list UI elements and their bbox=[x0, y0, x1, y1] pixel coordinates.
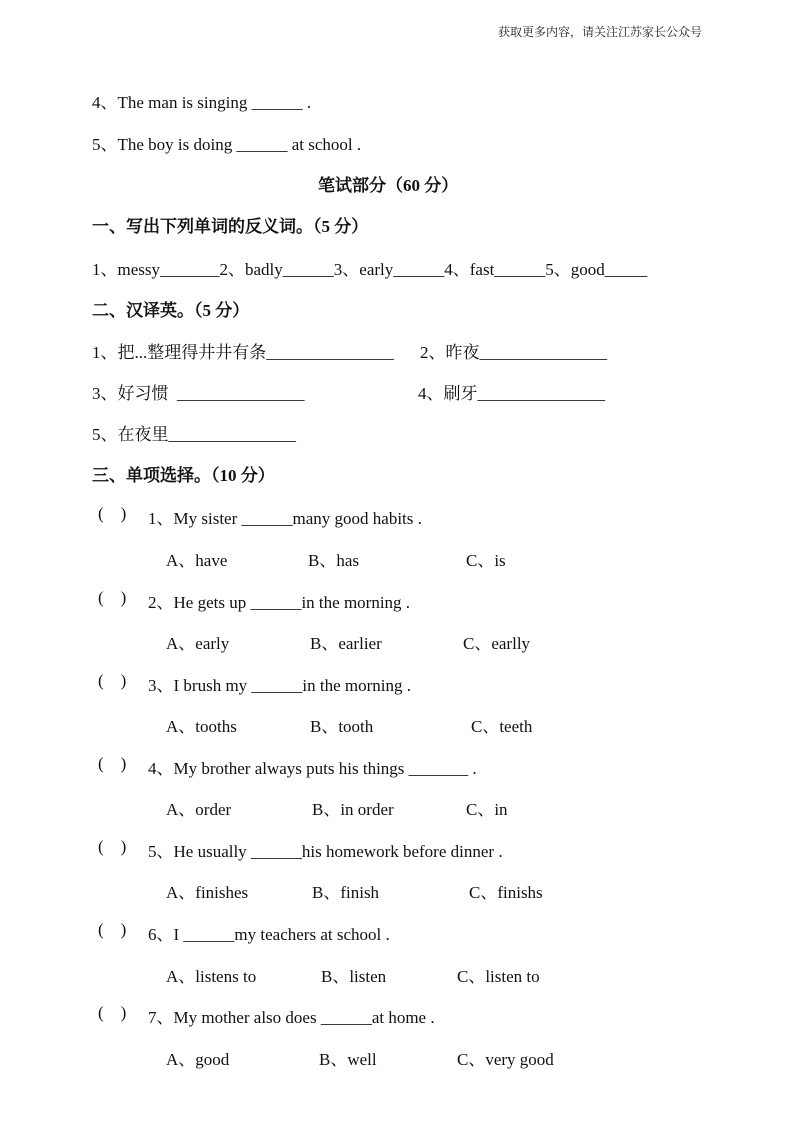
question-stem: 3、I brush my ______in the morning . bbox=[148, 676, 412, 695]
option-b: B、listen bbox=[321, 967, 387, 986]
answer-paren: ( ) bbox=[98, 1003, 127, 1022]
option-a: A、finishes bbox=[166, 883, 249, 902]
header-note: 获取更多内容，请关注江苏家长公众号 bbox=[498, 25, 703, 39]
option-c: C、earlly bbox=[463, 634, 531, 653]
option-c: C、very good bbox=[457, 1050, 554, 1069]
option-a: A、have bbox=[166, 551, 228, 570]
answer-paren: ( ) bbox=[98, 837, 127, 856]
section2-title: 二、汉译英。（5 分） bbox=[92, 301, 250, 320]
option-a: A、tooths bbox=[166, 717, 237, 736]
question-stem: 1、My sister ______many good habits . bbox=[148, 509, 422, 528]
listening-item-5: 5、The boy is doing ______ at school . bbox=[92, 135, 362, 154]
answer-paren: ( ) bbox=[98, 588, 127, 607]
option-b: B、tooth bbox=[310, 717, 374, 736]
option-c: C、is bbox=[466, 551, 506, 570]
option-a: A、order bbox=[166, 800, 232, 819]
translate-item-2: 2、昨夜_______________ bbox=[420, 343, 607, 362]
answer-paren: ( ) bbox=[98, 754, 127, 773]
option-a: A、listens to bbox=[166, 967, 257, 986]
question-stem: 6、I ______my teachers at school . bbox=[148, 925, 390, 944]
answer-paren: ( ) bbox=[98, 504, 127, 523]
translate-item-4: 4、刷牙_______________ bbox=[418, 384, 605, 403]
option-b: B、well bbox=[319, 1050, 377, 1069]
option-b: B、has bbox=[308, 551, 359, 570]
listening-item-4: 4、The man is singing ______ . bbox=[92, 93, 312, 112]
written-part-title: 笔试部分（60 分） bbox=[318, 176, 459, 195]
answer-paren: ( ) bbox=[98, 671, 127, 690]
option-b: B、finish bbox=[312, 883, 380, 902]
section3-title: 三、单项选择。（10 分） bbox=[92, 466, 275, 485]
section1-title: 一、写出下列单词的反义词。（5 分） bbox=[92, 217, 369, 236]
option-c: C、finishs bbox=[469, 883, 543, 902]
question-stem: 5、He usually ______his homework before dinner . bbox=[148, 842, 503, 861]
option-a: A、good bbox=[166, 1050, 230, 1069]
question-stem: 7、My mother also does ______at home . bbox=[148, 1008, 435, 1027]
translate-item-3: 3、好习惯 _______________ bbox=[92, 384, 305, 403]
option-c: C、in bbox=[466, 800, 508, 819]
answer-paren: ( ) bbox=[98, 920, 127, 939]
option-a: A、early bbox=[166, 634, 230, 653]
option-c: C、listen to bbox=[457, 967, 540, 986]
question-stem: 4、My brother always puts his things _______ . bbox=[148, 759, 477, 778]
option-c: C、teeth bbox=[471, 717, 533, 736]
option-b: B、earlier bbox=[310, 634, 382, 653]
option-b: B、in order bbox=[312, 800, 394, 819]
translate-item-5: 5、在夜里_______________ bbox=[92, 425, 296, 444]
question-stem: 2、He gets up ______in the morning . bbox=[148, 593, 411, 612]
translate-item-1: 1、把...整理得井井有条_______________ bbox=[92, 343, 394, 362]
antonym-line: 1、messy_______2、badly______3、early______4、fast______5、good_____ bbox=[92, 260, 648, 279]
